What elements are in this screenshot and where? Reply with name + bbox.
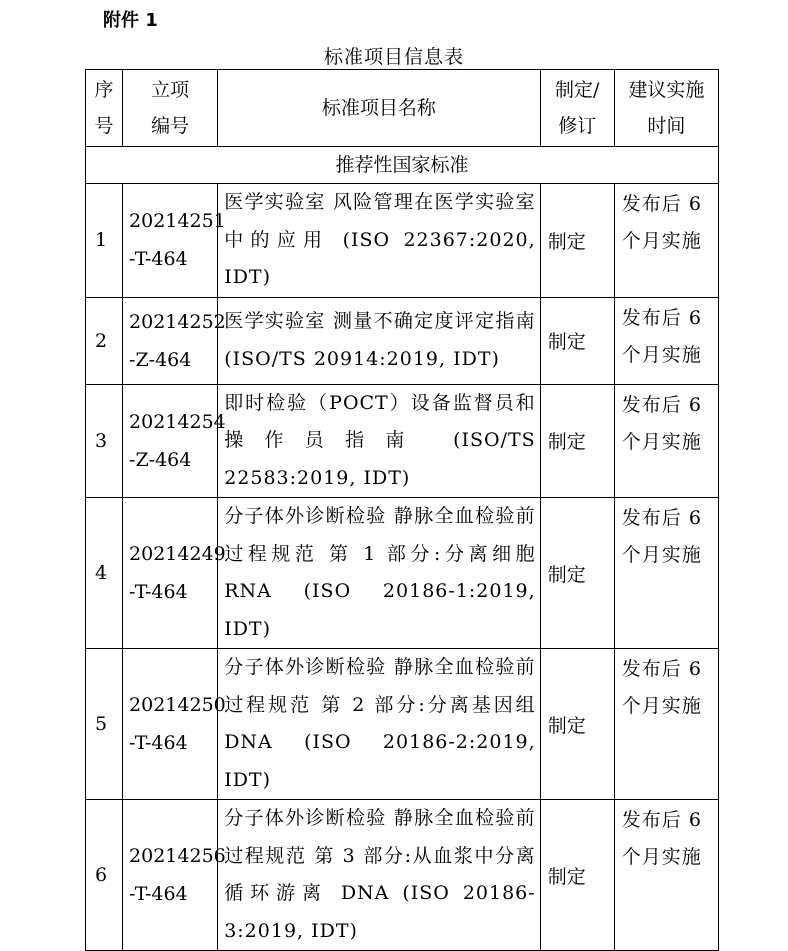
row-time: 发布后 6 个月实施 bbox=[614, 649, 718, 800]
header-seq-line-1: 序 bbox=[94, 79, 114, 101]
row-code-line-2: -T-464 bbox=[129, 248, 188, 271]
row-code-line-2: -Z-464 bbox=[129, 448, 192, 471]
row-time: 发布后 6 个月实施 bbox=[614, 184, 718, 298]
row-code bbox=[123, 184, 226, 298]
table-caption: 标准项目信息表 bbox=[323, 46, 464, 68]
row-seq: 4 bbox=[86, 498, 123, 649]
row-name: 分子体外诊断检验 静脉全血检验前过程规范 第 1 部分:分离细胞 RNA (ISO 20186-1:2019, IDT) bbox=[218, 498, 541, 649]
row-name: 医学实验室 风险管理在医学实验室中的应用 (ISO 22367:2020, IDT) bbox=[218, 184, 541, 298]
row-type: 制定 bbox=[540, 184, 614, 298]
row-type: 制定 bbox=[540, 498, 614, 649]
row-code-line-2: -T-464 bbox=[129, 732, 188, 754]
row-type: 制定 bbox=[540, 800, 614, 951]
row-time: 发布后 6 个月实施 bbox=[614, 498, 718, 649]
header-time-line-2: 时间 bbox=[647, 115, 686, 137]
row-type: 制定 bbox=[540, 297, 614, 384]
header-type bbox=[540, 70, 614, 147]
row-code-line-1: 20214256 bbox=[129, 845, 226, 867]
table-row bbox=[86, 184, 719, 298]
row-time: 发布后 6 个月实施 bbox=[614, 384, 718, 498]
row-code-line-2: -T-464 bbox=[129, 581, 188, 603]
row-seq: 3 bbox=[86, 384, 123, 498]
header-type-line-1: 制定/ bbox=[555, 79, 600, 101]
row-seq: 1 bbox=[86, 184, 123, 298]
row-name: 分子体外诊断检验 静脉全血检验前过程规范 第 2 部分:分离基因组 DNA (ISO 20186-2:2019, IDT) bbox=[218, 649, 541, 800]
header-name: 标准项目名称 bbox=[218, 70, 541, 147]
row-seq: 6 bbox=[86, 800, 123, 951]
row-seq: 5 bbox=[86, 649, 123, 800]
row-code-line-1: 20214249 bbox=[129, 543, 226, 565]
row-time: 发布后 6 个月实施 bbox=[614, 800, 718, 951]
table-row bbox=[86, 384, 719, 498]
row-type: 制定 bbox=[540, 384, 614, 498]
row-code-line-1: 20214250 bbox=[129, 694, 226, 716]
row-time: 发布后 6 个月实施 bbox=[614, 297, 718, 384]
header-seq bbox=[86, 70, 123, 147]
row-name: 即时检验（POCT）设备监督员和操作员指南 (ISO/TS 22583:2019, IDT) bbox=[218, 384, 541, 498]
row-code bbox=[123, 384, 226, 498]
table-row bbox=[86, 800, 719, 951]
row-code-line-1: 20214254 bbox=[129, 410, 226, 433]
section-title: 推荐性国家标准 bbox=[86, 147, 719, 184]
standards-table bbox=[85, 69, 719, 951]
header-code-line-2: 编号 bbox=[151, 115, 190, 137]
row-code-line-1: 20214251 bbox=[129, 210, 226, 233]
row-name: 医学实验室 测量不确定度评定指南 (ISO/TS 20914:2019, IDT) bbox=[218, 297, 541, 384]
header-seq-line-2: 号 bbox=[94, 115, 114, 137]
row-code bbox=[123, 498, 226, 649]
header-time-line-1: 建议实施 bbox=[628, 79, 705, 101]
header-time bbox=[614, 70, 718, 147]
row-code-line-1: 20214252 bbox=[129, 310, 226, 333]
row-code bbox=[123, 297, 226, 384]
header-type-line-2: 修订 bbox=[558, 115, 597, 137]
row-code bbox=[123, 800, 226, 951]
header-code bbox=[123, 70, 218, 147]
row-code bbox=[123, 649, 226, 800]
row-seq: 2 bbox=[86, 297, 123, 384]
table-row bbox=[86, 297, 719, 384]
header-code-line-1: 立项 bbox=[151, 79, 190, 101]
row-type: 制定 bbox=[540, 649, 614, 800]
header-row bbox=[86, 70, 719, 147]
table-row bbox=[86, 498, 719, 649]
row-name: 分子体外诊断检验 静脉全血检验前过程规范 第 3 部分:从血浆中分离循环游离 DNA (ISO 20186-3:2019, IDT) bbox=[218, 800, 541, 951]
section-row bbox=[86, 147, 719, 184]
row-code-line-2: -T-464 bbox=[129, 883, 188, 905]
attachment-label: 附件 1 bbox=[103, 10, 158, 31]
row-code-line-2: -Z-464 bbox=[129, 348, 192, 371]
table-row bbox=[86, 649, 719, 800]
